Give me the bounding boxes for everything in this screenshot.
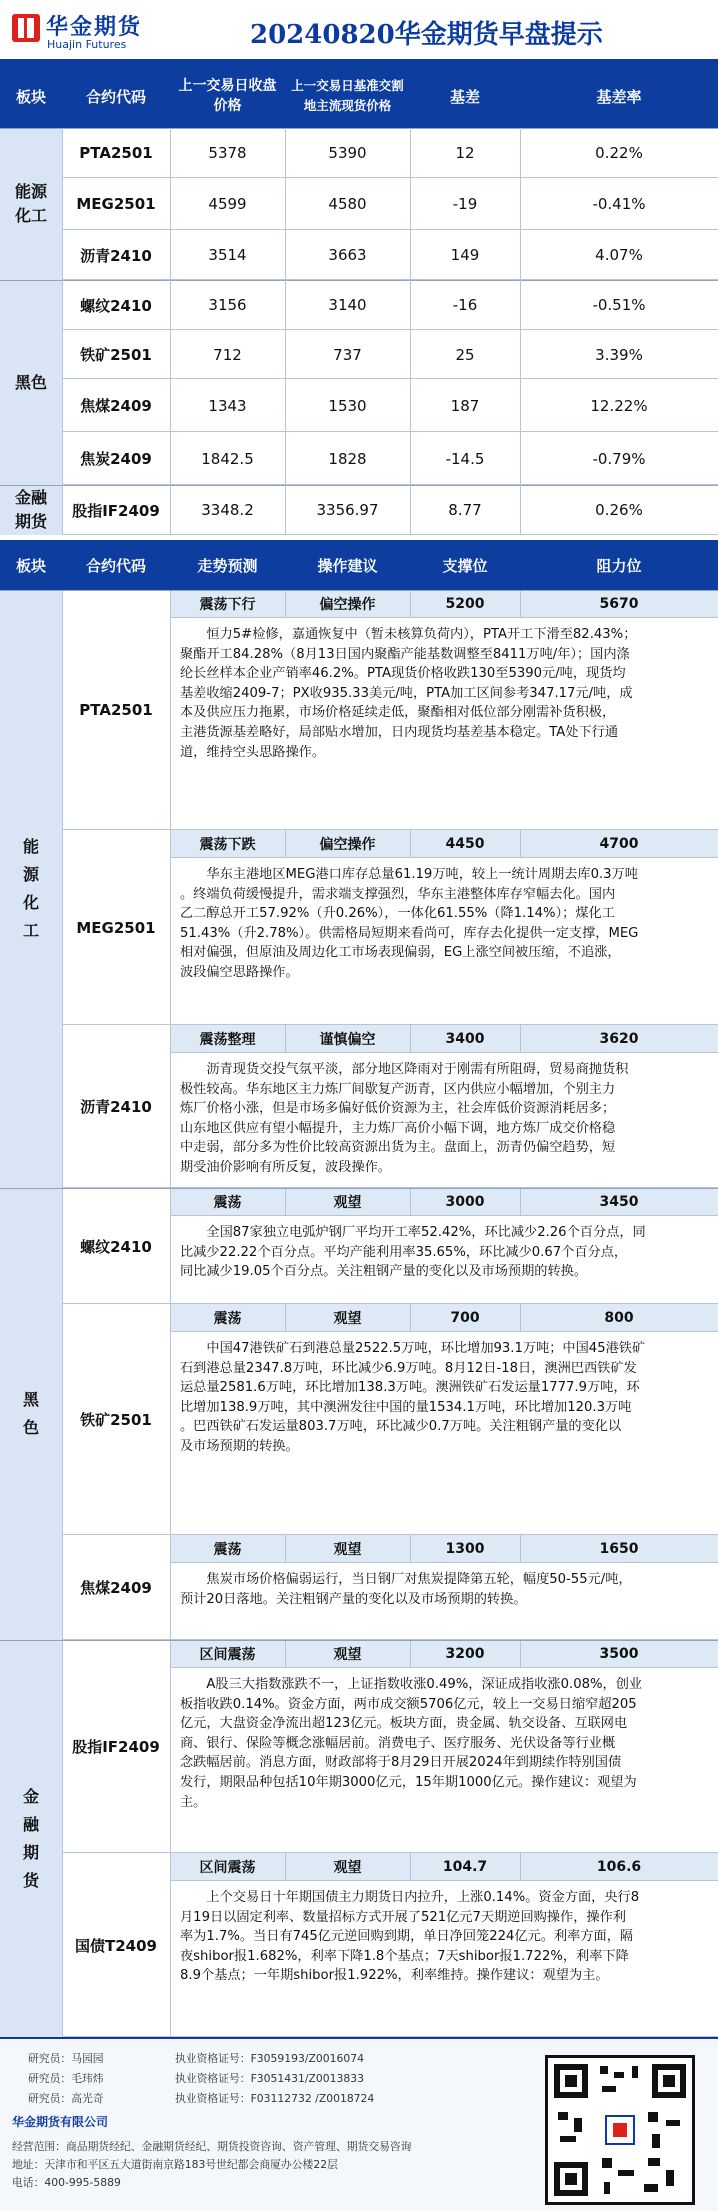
analysis-line: 中走弱，部分多为性价比较高资源出货为主。盘面上，沥青仍偏空趋势，短 bbox=[180, 1140, 616, 1156]
header-resistance: 阻力位 bbox=[520, 540, 718, 590]
resistance-level: 3450 bbox=[520, 1188, 718, 1215]
basis-rate: 0.22% bbox=[520, 128, 718, 178]
trend-forecast: 震荡 bbox=[170, 1535, 285, 1562]
column-divider bbox=[520, 1304, 521, 1331]
column-divider bbox=[285, 1025, 286, 1052]
analysis-text bbox=[180, 625, 708, 828]
header-sector: 板块 bbox=[0, 540, 62, 590]
header-basis-rate: 基差率 bbox=[520, 64, 718, 128]
column-divider bbox=[410, 830, 411, 857]
analysis-line: 乙二醇总开工57.92%（升0.26%），一体化61.55%（降1.14%）；煤化工 bbox=[180, 906, 615, 922]
basis-value: 8.77 bbox=[410, 485, 520, 535]
operation-advice: 观望 bbox=[285, 1188, 410, 1215]
column-divider bbox=[62, 128, 63, 535]
support-level: 3400 bbox=[410, 1025, 520, 1052]
company-phone: 电话：400-995-5889 bbox=[12, 2176, 121, 2189]
analysis-line: 及市场预期的转换。 bbox=[180, 1438, 299, 1454]
page-title: 20240820华金期货早盘提示 bbox=[250, 20, 603, 50]
analysis-line: 纶长丝样本企业产销率46.2%。PTA现货价格收跌130至5390元/吨，现货均 bbox=[180, 666, 626, 682]
researcher-name: 马园园 bbox=[71, 2052, 104, 2065]
analysis-line: 预计20日落地。关注粗钢产量的变化以及市场预期的转换。 bbox=[180, 1591, 527, 1607]
close-price: 5378 bbox=[170, 128, 285, 178]
support-level: 1300 bbox=[410, 1535, 520, 1562]
analysis-line: 亿元，大盘资金净流出超123亿元。板块方面，贵金属、轨交设备、互联网电 bbox=[180, 1716, 628, 1732]
analysis-line: 8.9个基点；一年期shibor报1.922%，利率维持。操作建议：观望为主。 bbox=[180, 1968, 609, 1984]
support-level: 104.7 bbox=[410, 1853, 520, 1880]
analysis-line: 波段偏空思路操作。 bbox=[180, 964, 299, 980]
analysis-text bbox=[180, 1888, 708, 2035]
basis-value: -14.5 bbox=[410, 432, 520, 485]
group-label: 能源化工 bbox=[0, 128, 62, 280]
business-scope: 经营范围：商品期货经纪、金融期货经纪、期货投资咨询、资产管理、期货交易咨询 bbox=[12, 2140, 412, 2153]
operation-advice: 观望 bbox=[285, 1535, 410, 1562]
group-divider bbox=[0, 1188, 718, 1189]
spot-price: 1530 bbox=[285, 379, 410, 432]
operation-advice: 观望 bbox=[285, 1640, 410, 1667]
close-price: 4599 bbox=[170, 178, 285, 230]
basis-rate: 3.39% bbox=[520, 330, 718, 379]
analysis-line: 。巴西铁矿石发运量803.7万吨，环比减少0.7万吨。关注粗钢产量的变化以 bbox=[180, 1419, 622, 1435]
header-close-price: 上一交易日收盘价格 bbox=[170, 64, 285, 128]
analysis-text bbox=[180, 1060, 708, 1186]
analysis-line: 相对偏强，但原油及周边化工市场表现偏弱，EG上涨空间被压缩，不追涨， bbox=[180, 945, 621, 961]
column-divider bbox=[410, 1025, 411, 1052]
researcher-role: 研究员： bbox=[28, 2092, 72, 2105]
analysis-line: 率为1.7%。当日有745亿元逆回购到期，单日净回笼224亿元。利率方面，隔 bbox=[180, 1929, 634, 1945]
column-divider bbox=[285, 1304, 286, 1331]
column-divider bbox=[410, 1188, 411, 1215]
resistance-level: 3620 bbox=[520, 1025, 718, 1052]
group-divider bbox=[0, 590, 718, 591]
column-divider bbox=[410, 590, 411, 617]
analysis-line: 商、银行、保险等概念涨幅居前。消费电子、医疗服务、光伏设备等行业概 bbox=[180, 1735, 616, 1751]
column-divider bbox=[285, 1535, 286, 1562]
resistance-level: 800 bbox=[520, 1304, 718, 1331]
support-level: 4450 bbox=[410, 830, 520, 857]
header-basis: 基差 bbox=[410, 64, 520, 128]
resistance-level: 1650 bbox=[520, 1535, 718, 1562]
analysis-line: 念跌幅居前。消息方面，财政部将于8月29日开展2024年到期续作特别国债 bbox=[180, 1755, 622, 1771]
researcher-role: 研究员： bbox=[28, 2072, 72, 2085]
analysis-line: 石到港总量2347.8万吨，环比减少6.9万吨。8月12日-18日，澳洲巴西铁矿发 bbox=[180, 1360, 637, 1376]
sub-divider bbox=[170, 1331, 718, 1332]
analysis-text bbox=[180, 1223, 708, 1302]
spot-price: 4580 bbox=[285, 178, 410, 230]
header-contract: 合约代码 bbox=[62, 540, 170, 590]
analysis-line: 华东主港地区MEG港口库存总量61.19万吨，较上一统计周期去库0.3万吨 bbox=[206, 867, 638, 882]
sub-divider bbox=[170, 1215, 718, 1216]
column-divider bbox=[285, 590, 286, 617]
header-trend: 走势预测 bbox=[170, 540, 285, 590]
sub-divider bbox=[170, 1667, 718, 1668]
support-level: 5200 bbox=[410, 590, 520, 617]
column-divider bbox=[520, 830, 521, 857]
group-label: 黑色 bbox=[0, 1188, 62, 1640]
operation-advice: 偏空操作 bbox=[285, 590, 410, 617]
header-advice: 操作建议 bbox=[285, 540, 410, 590]
close-price: 3348.2 bbox=[170, 485, 285, 535]
header-contract: 合约代码 bbox=[62, 64, 170, 128]
contract-code: 焦炭2409 bbox=[62, 432, 170, 485]
contract-code: 沥青2410 bbox=[62, 230, 170, 280]
contract-code: 铁矿2501 bbox=[62, 330, 170, 379]
analysis-line: 本及供应压力拖累，市场价格延续走低，聚酯相对低位部分刚需补货积极， bbox=[180, 705, 616, 721]
group-label: 黑色 bbox=[0, 280, 62, 485]
trend-forecast: 震荡整理 bbox=[170, 1025, 285, 1052]
analysis-line: 道，维持空头思路操作。 bbox=[180, 744, 326, 760]
column-divider bbox=[520, 128, 521, 535]
row-divider bbox=[62, 534, 718, 535]
column-divider bbox=[520, 590, 521, 617]
huajin-logo-icon bbox=[12, 14, 40, 42]
column-divider bbox=[170, 590, 171, 2037]
basis-rate: 12.22% bbox=[520, 379, 718, 432]
spot-price: 5390 bbox=[285, 128, 410, 178]
analysis-text bbox=[180, 1675, 708, 1851]
column-divider bbox=[62, 590, 63, 2037]
logo-english: Huajin Futures bbox=[47, 38, 127, 51]
company-address: 地址：天津市和平区五大道街南京路183号世纪都会商厦办公楼22层 bbox=[12, 2158, 338, 2171]
header-sector: 板块 bbox=[0, 64, 62, 128]
analysis-line: 月19日以固定利率、数量招标方式开展了521亿元7天期逆回购操作，操作利 bbox=[180, 1909, 626, 1925]
contract-code: 铁矿2501 bbox=[62, 1304, 170, 1535]
company-name: 华金期货有限公司 bbox=[12, 2115, 109, 2129]
license-number: F3059193/Z0016074 bbox=[250, 2052, 364, 2065]
contract-code: MEG2501 bbox=[62, 178, 170, 230]
contract-code: 螺纹2410 bbox=[62, 280, 170, 330]
analysis-line: 板指收跌0.14%。资金方面，两市成交额5706亿元，较上一交易日缩窄超205 bbox=[180, 1696, 637, 1712]
analysis-line: 运总量2581.6万吨，环比增加138.3万吨。澳洲铁矿石发运量1777.9万吨，环 bbox=[180, 1380, 640, 1396]
group-label: 金融期货 bbox=[0, 485, 62, 535]
column-divider bbox=[170, 128, 171, 535]
analysis-line: 恒力5#检修，嘉通恢复中（暂未核算负荷内），PTA开工下滑至82.43%； bbox=[206, 627, 637, 642]
analysis-text bbox=[180, 1570, 708, 1638]
spot-price: 3663 bbox=[285, 230, 410, 280]
operation-advice: 观望 bbox=[285, 1853, 410, 1880]
group-label: 能源化工 bbox=[0, 590, 62, 1188]
analysis-line: 发行，期限品种包括10年期3000亿元，15年期1000亿元。操作建议：观望为 bbox=[180, 1774, 637, 1790]
column-divider bbox=[520, 1025, 521, 1052]
analysis-line: 夜shibor报1.682%，利率下降1.8个基点；7天shibor报1.722%，利率下降 bbox=[180, 1948, 629, 1964]
analysis-line: 焦炭市场价格偏弱运行，当日钢厂对焦炭提降第五轮，幅度50-55元/吨， bbox=[206, 1572, 632, 1587]
column-divider bbox=[410, 1853, 411, 1880]
researcher-role: 研究员： bbox=[28, 2052, 72, 2065]
researcher-name: 毛玮炜 bbox=[71, 2072, 104, 2085]
analysis-line: 主。 bbox=[180, 1794, 207, 1810]
analysis-line: A股三大指数涨跌不一，上证指数收涨0.49%，深证成指收涨0.08%，创业 bbox=[206, 1677, 643, 1692]
contract-code: 股指IF2409 bbox=[62, 1640, 170, 1853]
analysis-line: 沥青现货交投气氛平淡，部分地区降雨对于刚需有所阻碍，贸易商抛货积 bbox=[206, 1062, 629, 1077]
basis-rate: -0.41% bbox=[520, 178, 718, 230]
analysis-line: 51.43%（升2.78%）。供需格局短期来看尚可，库存去化提供一定支撑，MEG bbox=[180, 925, 639, 941]
operation-advice: 偏空操作 bbox=[285, 830, 410, 857]
analysis-line: 上个交易日十年期国债主力期货日内拉升，上涨0.14%。资金方面，央行8 bbox=[206, 1890, 640, 1905]
basis-rate: 4.07% bbox=[520, 230, 718, 280]
close-price: 3156 bbox=[170, 280, 285, 330]
basis-value: 187 bbox=[410, 379, 520, 432]
contract-code: 焦煤2409 bbox=[62, 379, 170, 432]
analysis-text bbox=[180, 865, 708, 1023]
basis-rate: -0.51% bbox=[520, 280, 718, 330]
close-price: 3514 bbox=[170, 230, 285, 280]
license-number: F3051431/Z0013833 bbox=[250, 2072, 364, 2085]
group-divider bbox=[0, 280, 718, 281]
support-level: 3000 bbox=[410, 1188, 520, 1215]
trend-forecast: 震荡 bbox=[170, 1304, 285, 1331]
basis-value: -16 bbox=[410, 280, 520, 330]
analysis-line: 主港货源基差略好，局部贴水增加，日内现货均基差基本稳定。TA处下行通 bbox=[180, 724, 619, 740]
close-price: 712 bbox=[170, 330, 285, 379]
group-label: 金融期货 bbox=[0, 1640, 62, 2037]
analysis-text bbox=[180, 1339, 708, 1533]
contract-code: 股指IF2409 bbox=[62, 485, 170, 535]
license-label: 执业资格证号： bbox=[175, 2072, 251, 2085]
qr-code-icon bbox=[545, 2055, 695, 2205]
column-divider bbox=[520, 1853, 521, 1880]
analysis-line: 中国47港铁矿石到港总量2522.5万吨，环比增加93.1万吨；中国45港铁矿 bbox=[206, 1341, 646, 1356]
trend-forecast: 震荡下行 bbox=[170, 590, 285, 617]
contract-code: MEG2501 bbox=[62, 830, 170, 1025]
close-price: 1343 bbox=[170, 379, 285, 432]
column-divider bbox=[520, 1188, 521, 1215]
spot-price: 3356.97 bbox=[285, 485, 410, 535]
column-divider bbox=[285, 1853, 286, 1880]
column-divider bbox=[410, 128, 411, 535]
close-price: 1842.5 bbox=[170, 432, 285, 485]
analysis-line: 山东地区供应有望小幅提升，主力炼厂高价小幅下调，地方炼厂成交价格稳 bbox=[180, 1120, 616, 1136]
basis-value: 12 bbox=[410, 128, 520, 178]
spot-price: 3140 bbox=[285, 280, 410, 330]
license-label: 执业资格证号： bbox=[175, 2052, 251, 2065]
column-divider bbox=[285, 830, 286, 857]
sub-divider bbox=[170, 1880, 718, 1881]
column-divider bbox=[520, 1535, 521, 1562]
column-divider bbox=[285, 128, 286, 535]
support-level: 700 bbox=[410, 1304, 520, 1331]
operation-advice: 观望 bbox=[285, 1304, 410, 1331]
basis-value: 25 bbox=[410, 330, 520, 379]
analysis-line: 全国87家独立电弧炉钢厂平均开工率52.42%，环比减少2.26个百分点，同 bbox=[206, 1225, 646, 1240]
column-divider bbox=[285, 1640, 286, 1667]
logo-name: 华金期货 bbox=[46, 15, 143, 40]
sub-divider bbox=[170, 1052, 718, 1053]
resistance-level: 5670 bbox=[520, 590, 718, 617]
spot-price: 1828 bbox=[285, 432, 410, 485]
sub-divider bbox=[170, 857, 718, 858]
operation-advice: 谨慎偏空 bbox=[285, 1025, 410, 1052]
resistance-level: 106.6 bbox=[520, 1853, 718, 1880]
analysis-line: 。终端负荷缓慢提升，需求端支撑强烈，华东主港整体库存窄幅去化。国内 bbox=[180, 886, 616, 902]
contract-code: 螺纹2410 bbox=[62, 1188, 170, 1304]
basis-rate: 0.26% bbox=[520, 485, 718, 535]
contract-code: 焦煤2409 bbox=[62, 1535, 170, 1640]
column-divider bbox=[410, 1640, 411, 1667]
analysis-line: 聚酯开工84.28%（8月13日国内聚酯产能基数调整至8411万吨/年）；国内涤 bbox=[180, 646, 630, 662]
trend-forecast: 区间震荡 bbox=[170, 1853, 285, 1880]
trend-forecast: 震荡下跌 bbox=[170, 830, 285, 857]
trend-forecast: 区间震荡 bbox=[170, 1640, 285, 1667]
group-divider bbox=[0, 128, 718, 129]
license-label: 执业资格证号： bbox=[175, 2092, 251, 2105]
license-number: F03112732 /Z0018724 bbox=[250, 2092, 375, 2105]
trend-forecast: 震荡 bbox=[170, 1188, 285, 1215]
contract-code: PTA2501 bbox=[62, 128, 170, 178]
basis-value: -19 bbox=[410, 178, 520, 230]
column-divider bbox=[520, 1640, 521, 1667]
contract-code: 国债T2409 bbox=[62, 1853, 170, 2037]
resistance-level: 4700 bbox=[520, 830, 718, 857]
analysis-line: 炼厂价格小涨，但是市场多偏好低价资源为主，社会库低价资源消耗居多； bbox=[180, 1101, 616, 1117]
sub-divider bbox=[170, 617, 718, 618]
contract-code: 沥青2410 bbox=[62, 1025, 170, 1188]
analysis-line: 比增加138.9万吨，其中澳洲发往中国的量1534.1万吨，环比增加120.3万吨 bbox=[180, 1399, 632, 1415]
basis-value: 149 bbox=[410, 230, 520, 280]
report-header bbox=[0, 0, 718, 64]
sub-divider bbox=[170, 1562, 718, 1563]
column-divider bbox=[410, 1304, 411, 1331]
group-divider bbox=[0, 1640, 718, 1641]
analysis-line: 比减少22.22个百分点。平均产能利用率35.65%，环比减少0.67个百分点， bbox=[180, 1244, 628, 1260]
header-support: 支撑位 bbox=[410, 540, 520, 590]
group-divider bbox=[0, 485, 718, 486]
analysis-line: 同比减少19.05个百分点。关注粗钢产量的变化以及市场预期的转换。 bbox=[180, 1264, 588, 1280]
analysis-line: 期受油价影响有所反复，波段操作。 bbox=[180, 1159, 391, 1175]
support-level: 3200 bbox=[410, 1640, 520, 1667]
column-divider bbox=[410, 1535, 411, 1562]
contract-code: PTA2501 bbox=[62, 590, 170, 830]
column-divider bbox=[285, 1188, 286, 1215]
analysis-line: 基差收缩2409-7；PX收935.33美元/吨，PTA加工区间参考347.17元/吨，成 bbox=[180, 685, 633, 701]
header-spot-price: 上一交易日基准交割地主流现货价格 bbox=[285, 64, 410, 128]
researcher-name: 高光奇 bbox=[71, 2092, 104, 2105]
basis-rate: -0.79% bbox=[520, 432, 718, 485]
analysis-line: 极性较高。华东地区主力炼厂间歇复产沥青，区内供应小幅增加，个别主力 bbox=[180, 1081, 616, 1097]
resistance-level: 3500 bbox=[520, 1640, 718, 1667]
spot-price: 737 bbox=[285, 330, 410, 379]
